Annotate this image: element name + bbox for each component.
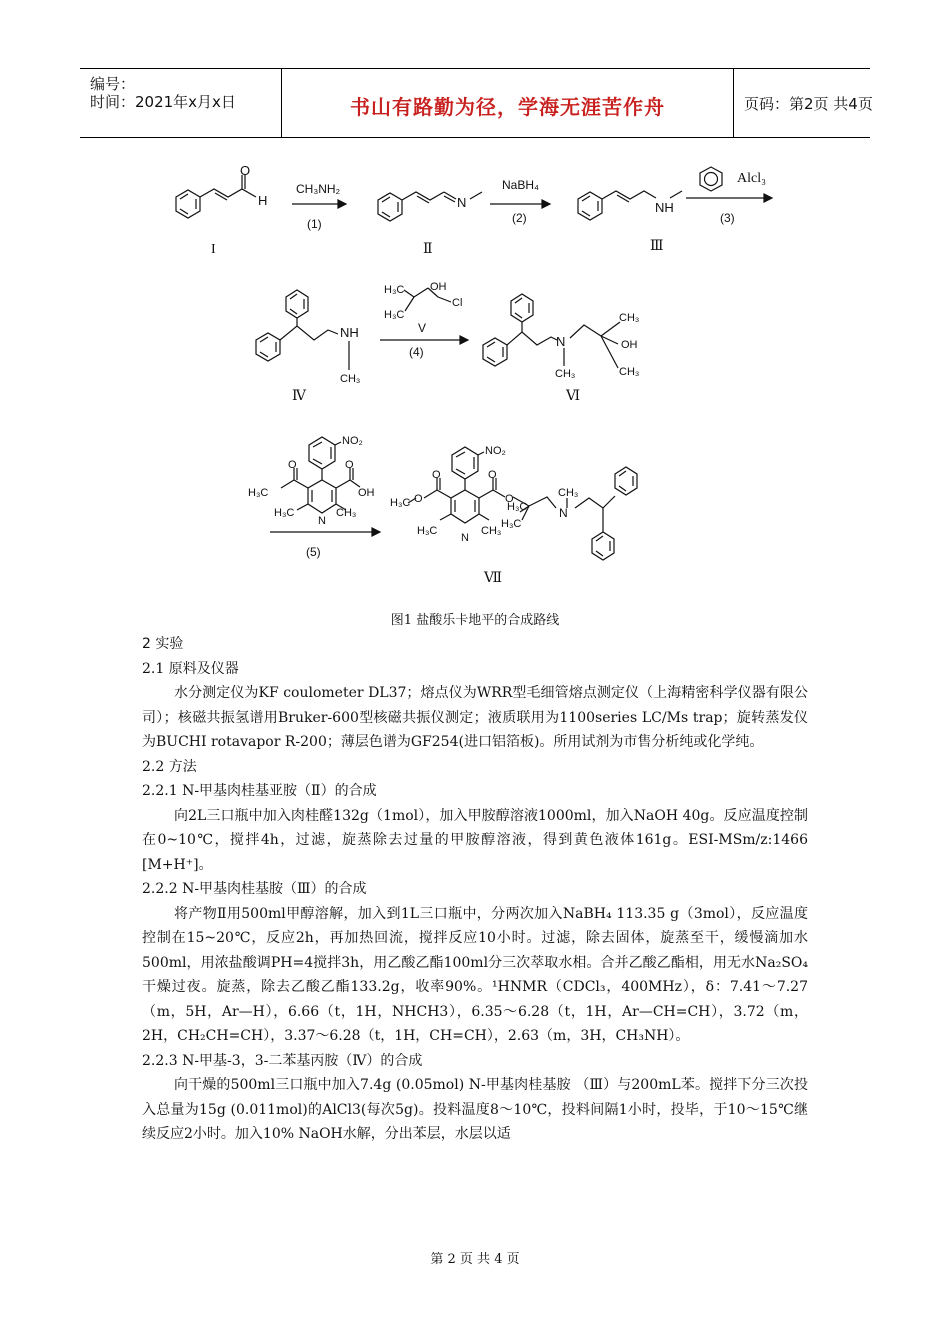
step1-number: (1) — [307, 217, 322, 231]
atom-N: N — [457, 195, 467, 210]
section-2-2-3-heading: 2.2.3 N-甲基-3，3-二苯基丙胺（Ⅳ）的合成 — [142, 1052, 423, 1069]
atom-OH-left: OH — [358, 487, 375, 499]
motto: 书山有路勤为径，学海无涯苦作舟 — [350, 95, 665, 119]
section-2-2-2-heading: 2.2.2 N-甲基肉桂基胺（Ⅲ）的合成 — [142, 881, 367, 897]
atom-CH3-IV: CH₃ — [340, 373, 361, 385]
page-label: 页码：第2页 共4页 — [744, 95, 873, 113]
atom-H3C-VII: H₃C — [390, 497, 411, 509]
compound-IV — [256, 290, 349, 370]
atom-O-VII3: O — [414, 493, 423, 505]
atom-CH3-left: CH₃ — [336, 507, 357, 519]
section-2-2-2-paragraph: 将产物Ⅱ用500ml甲醇溶解，加入到1L三口瓶中，分两次加入NaBH₄ 113.35 g（3mol），反应温度控制在15~20℃，反应2h，再加热回流，搅拌反应10小时。过滤，除去固体，旋蒸至干，缓慢滴加水500ml，用浓盐酸调PH=4搅拌3h，用乙酸乙酯100ml分三次萃取水相。合并乙酸乙酯相，用无水Na₂SO₄干燥过夜。旋蒸，除去乙酸乙酯133.2g，收率90%。¹HNMR（CDCl₃，400MHz），δ：7.41～7.27（m，5H，Ar—H），6.66（t，1H，NHCH3），6.35～6.28（t，1H，Ar—CH=CH），3.72（m，2H，CH₂CH=CH），3.37～6.28（t，1H，CH=CH），2.63（m，3H，CH₃NH）。 — [142, 905, 808, 1044]
step3-number: (3) — [720, 211, 735, 225]
atom-H3C-VII3: H₃C — [507, 501, 528, 513]
atom-CH3-VI-N: CH₃ — [555, 368, 576, 380]
atom-O-VII1: O — [432, 469, 441, 481]
section-2-heading: 2 实验 — [142, 636, 184, 652]
atom-O-left1: O — [288, 459, 297, 471]
step4-reagent: V — [418, 321, 427, 335]
atom-OH-VI: OH — [621, 339, 638, 351]
atom-NH-VII: N — [461, 532, 469, 544]
atom-O: O — [240, 163, 251, 178]
compound-I — [176, 175, 256, 218]
step2-number: (2) — [512, 211, 527, 225]
label-VII: Ⅶ — [484, 571, 503, 586]
step2-reagent: NaBH₄ — [502, 178, 539, 192]
section-2-1-paragraph: 水分测定仪为KF coulometer DL37；熔点仪为WRR型毛细管熔点测定仪（上海精密科学仪器有限公司）；核磁共振氢谱用Bruker-600型核磁共振仪测定；液质联用为1100series LC/Ms trap；旋转蒸发仪为BUCHI rotavapor R-200；薄层色谱为GF254(进口铝箔板)。所用试剂为市售分析纯或化学纯。 — [142, 685, 808, 750]
synthesis-scheme — [0, 0, 950, 600]
step1-reagent: CH₃NH₂ — [296, 182, 341, 196]
atom-NH-IV: NH — [340, 325, 359, 340]
step4-number: (4) — [409, 345, 424, 359]
atom-CH3-VI-2: CH₃ — [619, 366, 640, 378]
label-II: Ⅱ — [423, 242, 433, 257]
compound-VI — [483, 294, 620, 368]
atom-Cl: Cl — [452, 297, 463, 309]
section-2-2-3-paragraph: 向干燥的500ml三口瓶中加入7.4g (0.05mol) N-甲基肉桂基胺 （Ⅲ）与200mL苯。搅拌下分三次投入总量为15g (0.011mol)的AlCl3(每次5g)。投料温度8～10℃，投料间隔1小时，投毕，于10～15℃继续反应2小时。加入10% NaOH水解，分出苯层，水层以适 — [142, 1077, 808, 1142]
figure-caption: 图1 盐酸乐卡地平的合成路线 — [390, 613, 560, 628]
atom-NH-left: N — [318, 515, 326, 527]
atom-O-left2: O — [345, 459, 354, 471]
document-body — [142, 632, 808, 1147]
atom-H3C-left: H₃C — [248, 487, 269, 499]
atom-H: H — [258, 193, 268, 208]
atom-H3C-V2: H₃C — [384, 309, 405, 321]
atom-CH3-VII1: CH₃ — [481, 525, 502, 537]
section-2-2-1-paragraph: 向2L三口瓶中加入肉桂醛132g（1mol），加入甲胺醇溶液1000ml，加入NaOH 40g。反应温度控制在0~10℃，搅拌4h，过滤，旋蒸除去过量的甲胺醇溶液，得到黄色液体161g。ESI-MSm/z:1466 [M+H⁺]。 — [142, 807, 808, 873]
atom-CH3-VII-N: CH₃ — [558, 487, 579, 499]
compound-II — [378, 192, 482, 221]
atom-H3C-VII2: H₃C — [417, 525, 438, 537]
dhp-acid — [281, 437, 360, 513]
atom-H3C-left2: H₃C — [274, 507, 295, 519]
label-I: I — [211, 242, 216, 257]
label-IV: Ⅳ — [292, 389, 306, 404]
atom-OH-V: OH — [430, 281, 447, 293]
atom-H3C-VII4: H₃C — [501, 518, 522, 530]
atom-NH-III: NH — [655, 200, 674, 215]
atom-H3C-V1: H₃C — [384, 284, 405, 296]
atom-O-VII2: O — [488, 469, 497, 481]
atom-N-VI: N — [556, 334, 566, 349]
atom-NO2-VII: NO₂ — [485, 445, 506, 457]
number-label: 编号： — [90, 75, 136, 93]
atom-CH3-VI-1: CH₃ — [619, 312, 640, 324]
atom-N-VII: N — [559, 506, 568, 520]
label-III: Ⅲ — [650, 239, 664, 254]
benzene-reagent — [700, 167, 722, 191]
step5-number: (5) — [306, 545, 321, 559]
page-footer: 第 2 页 共 4 页 — [430, 1252, 520, 1267]
time-label: 时间：2021年x月x日 — [90, 93, 236, 111]
atom-O-VII4: O — [505, 493, 514, 505]
label-VI: Ⅵ — [566, 389, 581, 404]
section-2-2-heading: 2.2 方法 — [142, 758, 197, 775]
atom-NO2-left: NO₂ — [342, 435, 363, 447]
step3-reagent: Alcl₃ — [737, 171, 766, 186]
section-2-2-1-heading: 2.2.1 N-甲基肉桂基亚胺（Ⅱ）的合成 — [142, 783, 377, 799]
section-2-1-heading: 2.1 原料及仪器 — [142, 660, 239, 677]
